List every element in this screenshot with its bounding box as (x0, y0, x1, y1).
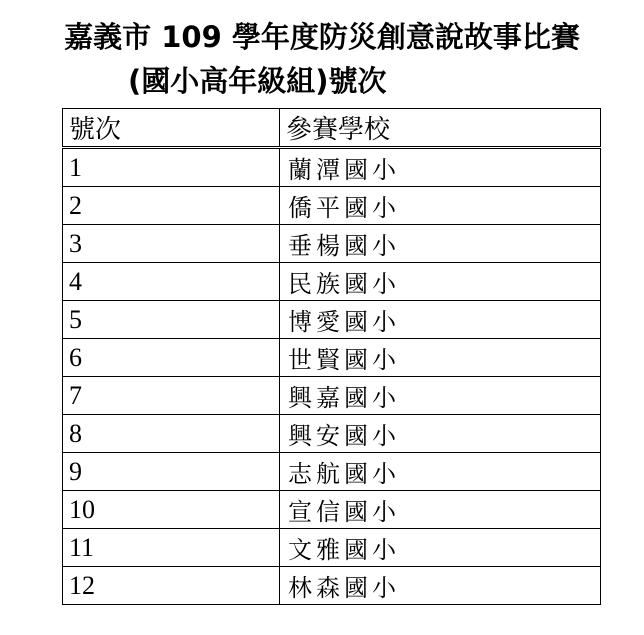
row-number: 9 (63, 453, 280, 491)
table-row (63, 491, 601, 529)
table-row (63, 301, 601, 339)
table-row (63, 187, 601, 225)
row-number: 5 (63, 301, 280, 339)
header-number: 號次 (63, 109, 280, 148)
row-school: 民族國小 (280, 263, 601, 301)
row-number: 1 (63, 148, 280, 187)
row-school: 蘭潭國小 (280, 148, 601, 187)
row-school: 興安國小 (280, 415, 601, 453)
row-school: 世賢國小 (280, 339, 601, 377)
table-row (63, 567, 601, 605)
row-number: 2 (63, 187, 280, 225)
order-table (62, 108, 601, 605)
table-row (63, 453, 601, 491)
row-number: 3 (63, 225, 280, 263)
table-row (63, 225, 601, 263)
table-row (63, 377, 601, 415)
table-row (63, 415, 601, 453)
table-row (63, 148, 601, 187)
row-number: 10 (63, 491, 280, 529)
row-number: 12 (63, 567, 280, 605)
header-school: 參賽學校 (280, 109, 601, 148)
row-school: 興嘉國小 (280, 377, 601, 415)
row-number: 7 (63, 377, 280, 415)
row-number: 4 (63, 263, 280, 301)
row-school: 僑平國小 (280, 187, 601, 225)
row-school: 志航國小 (280, 453, 601, 491)
row-school: 文雅國小 (280, 529, 601, 567)
table-row (63, 529, 601, 567)
document-title: 嘉義市 109 學年度防災創意說故事比賽 (64, 20, 580, 54)
table-row (63, 339, 601, 377)
order-table-container (62, 108, 600, 605)
row-school: 宣信國小 (280, 491, 601, 529)
document-subtitle: (國小高年級組)號次 (128, 64, 387, 98)
row-school: 林森國小 (280, 567, 601, 605)
row-number: 6 (63, 339, 280, 377)
row-number: 11 (63, 529, 280, 567)
row-number: 8 (63, 415, 280, 453)
table-header-row (63, 109, 601, 148)
row-school: 垂楊國小 (280, 225, 601, 263)
row-school: 博愛國小 (280, 301, 601, 339)
table-row (63, 263, 601, 301)
